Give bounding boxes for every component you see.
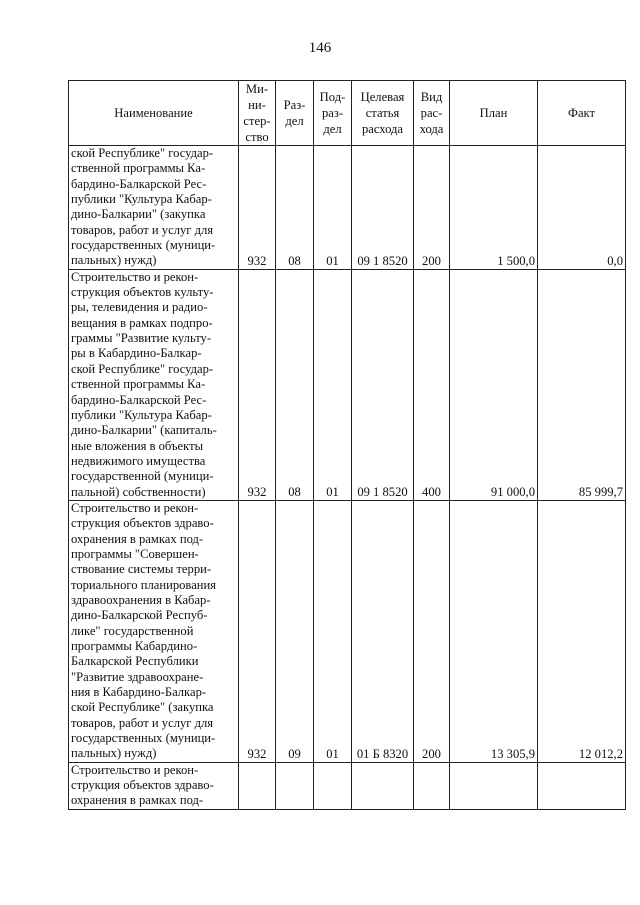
row-subsection: 01: [314, 146, 352, 270]
row-subsection: 01: [314, 500, 352, 762]
row-target: [352, 762, 414, 809]
row-name: Строительство и рекон- струкция объектов культу- ры, телевидения и радио- вещания в рамках подпро- граммы "Развитие культу- ры в Кабардино-Балкар- ской Республике" государ- ственной программы Ка- бардино-Балкарской Рес- публики "Культура Кабар- дино-Балкарии" (капиталь- ные вложения в объекты недвижимого имущества государственной (муници- пальной) собственности): [69, 269, 239, 500]
budget-table: [68, 80, 626, 810]
row-fact: 12 012,2: [538, 500, 626, 762]
row-kind: [414, 762, 450, 809]
row-plan: 13 305,9: [450, 500, 538, 762]
header-row: [69, 81, 626, 146]
row-section: 08: [276, 269, 314, 500]
page-number: 146: [308, 40, 332, 56]
row-ministry: 932: [239, 146, 276, 270]
row-section: 08: [276, 146, 314, 270]
header-plan: План: [450, 81, 538, 146]
header-section: Раз- дел: [276, 81, 314, 146]
row-subsection: 01: [314, 269, 352, 500]
row-fact: 0,0: [538, 146, 626, 270]
row-name: Строительство и рекон- струкция объектов здраво- охранения в рамках под- программы "Совершен- ствование системы терри- ториального планирования здравоохранения в Кабар- дино-Балкарской Респуб- лике" государственной программы Кабардино- Балкарской Республики "Развитие здравоохране- ния в Кабардино-Балкар- ской Республике" (закупка товаров, работ и услуг для государственных (муници- пальных) нужд): [69, 500, 239, 762]
row-section: [276, 762, 314, 809]
table-row: [69, 146, 626, 270]
row-kind: 200: [414, 146, 450, 270]
row-fact: 85 999,7: [538, 269, 626, 500]
table-row: [69, 762, 626, 809]
row-name: ской Республике" государ- ственной программы Ка- бардино-Балкарской Рес- публики "Культура Кабар- дино-Балкарии" (закупка товаров, работ и услуг для государственных (муници- пальных) нужд): [69, 146, 239, 270]
table-row: [69, 500, 626, 762]
row-ministry: 932: [239, 269, 276, 500]
row-target: 09 1 8520: [352, 146, 414, 270]
header-ministry: Ми- ни- стер- ство: [239, 81, 276, 146]
row-name: Строительство и рекон- струкция объектов здраво- охранения в рамках под-: [69, 762, 239, 809]
row-plan: 91 000,0: [450, 269, 538, 500]
header-fact: Факт: [538, 81, 626, 146]
header-kind: Вид рас- хода: [414, 81, 450, 146]
table-row: [69, 269, 626, 500]
row-section: 09: [276, 500, 314, 762]
row-ministry: 932: [239, 500, 276, 762]
row-target: 01 Б 8320: [352, 500, 414, 762]
row-plan: [450, 762, 538, 809]
row-target: 09 1 8520: [352, 269, 414, 500]
header-target: Целевая статья расхода: [352, 81, 414, 146]
header-name: Наименование: [69, 81, 239, 146]
header-subsection: Под- раз- дел: [314, 81, 352, 146]
row-plan: 1 500,0: [450, 146, 538, 270]
row-subsection: [314, 762, 352, 809]
row-kind: 200: [414, 500, 450, 762]
row-kind: 400: [414, 269, 450, 500]
row-ministry: [239, 762, 276, 809]
row-fact: [538, 762, 626, 809]
